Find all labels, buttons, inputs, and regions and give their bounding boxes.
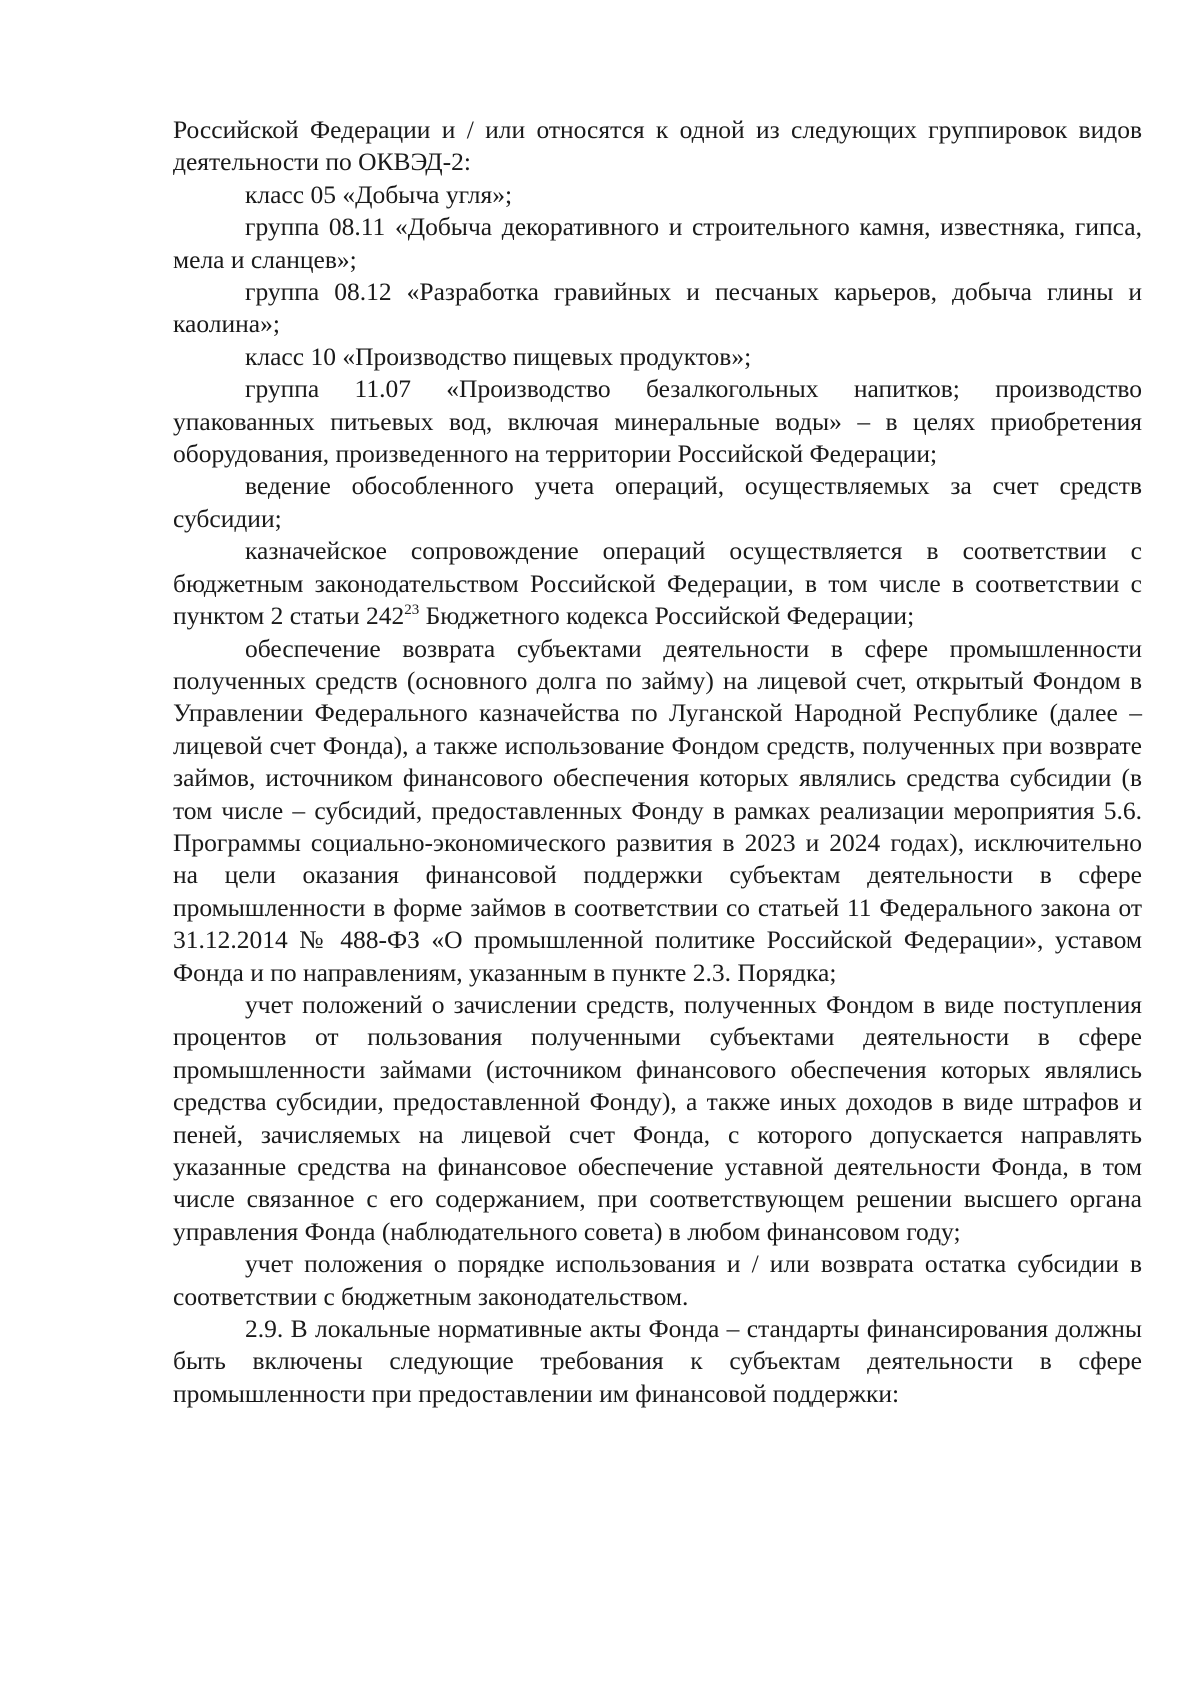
paragraph-interest-income: учет положений о зачислении средств, полученных Фондом в виде поступления процентов от пользования полученными субъектами деятельности в сфере промышленности займами (источником финансового обеспечения которых являлись средства субсидии, предоставленной Фонду), а также иных доходов в виде штрафов и пеней, зачисляемых на лицевой счет Фонда, с которого допускается направлять указанные средства на финансовое обеспечение уставной деятельности Фонда, в том числе связанное с его содержанием, при соответствующем решении высшего органа управления Фонда (наблюдательного совета) в любом финансовом году; [173,989,1142,1246]
paragraph-group-08-11: группа 08.11 «Добыча декоративного и строительного камня, известняка, гипса, мела и сланцев»; [173,212,1142,274]
paragraph-treasury-support [173,535,1142,632]
document-body [173,114,1142,1410]
paragraph-2-9: 2.9. В локальные нормативные акты Фонда – стандарты финансирования должны быть включены следующие требования к субъектам деятельности в сфере промышленности при предоставлении им финансовой поддержки: [173,1314,1142,1408]
paragraph-subsidy-balance: учет положения о порядке использования и / или возврата остатка субсидии в соответствии с бюджетным законодательством. [173,1249,1142,1311]
paragraph-class-05: класс 05 «Добыча угля»; [245,179,513,209]
paragraph-continuation: Российской Федерации и / или относятся к одной из следующих группировок видов деятельности по ОКВЭД-2: [173,115,1142,177]
treasury-text-before: казначейское сопровождение операций осуществляется в соответствии с бюджетным законодательством Российской Федерации, в том числе в соответствии с пунктом 2 статьи 242 [173,536,1142,631]
article-superscript: 23 [404,602,420,619]
paragraph-group-08-12: группа 08.12 «Разработка гравийных и песчаных карьеров, добыча глины и каолина»; [173,277,1142,339]
paragraph-class-10: класс 10 «Производство пищевых продуктов»; [245,341,752,371]
paragraph-loan-return: обеспечение возврата субъектами деятельности в сфере промышленности полученных средств (основного долга по займу) на лицевой счет, открытый Фондом в Управлении Федерального казначейства по Луганской Народной Республике (далее – лицевой счет Фонда), а также использование Фондом средств, полученных при возврате займов, источником финансового обеспечения которых являлись средства субсидии (в том числе – субсидий, предоставленных Фонду в рамках реализации мероприятия 5.6. Программы социально-экономического развития в 2023 и 2024 годах), исключительно на цели оказания финансовой поддержки субъектам деятельности в сфере промышленности в форме займов в соответствии со статьей 11 Федерального закона от 31.12.2014 № 488-ФЗ «О промышленной политике Российской Федерации», уставом Фонда и по направлениям, указанным в пункте 2.3. Порядка; [173,633,1142,987]
paragraph-separate-accounting: ведение обособленного учета операций, осуществляемых за счет средств субсидии; [173,471,1142,533]
treasury-text-after: Бюджетного кодекса Российской Федерации; [419,601,915,631]
paragraph-group-11-07: группа 11.07 «Производство безалкогольных напитков; производство упакованных питьевых вод, включая минеральные воды» – в целях приобретения оборудования, произведенного на территории Российской Федерации; [173,374,1142,469]
